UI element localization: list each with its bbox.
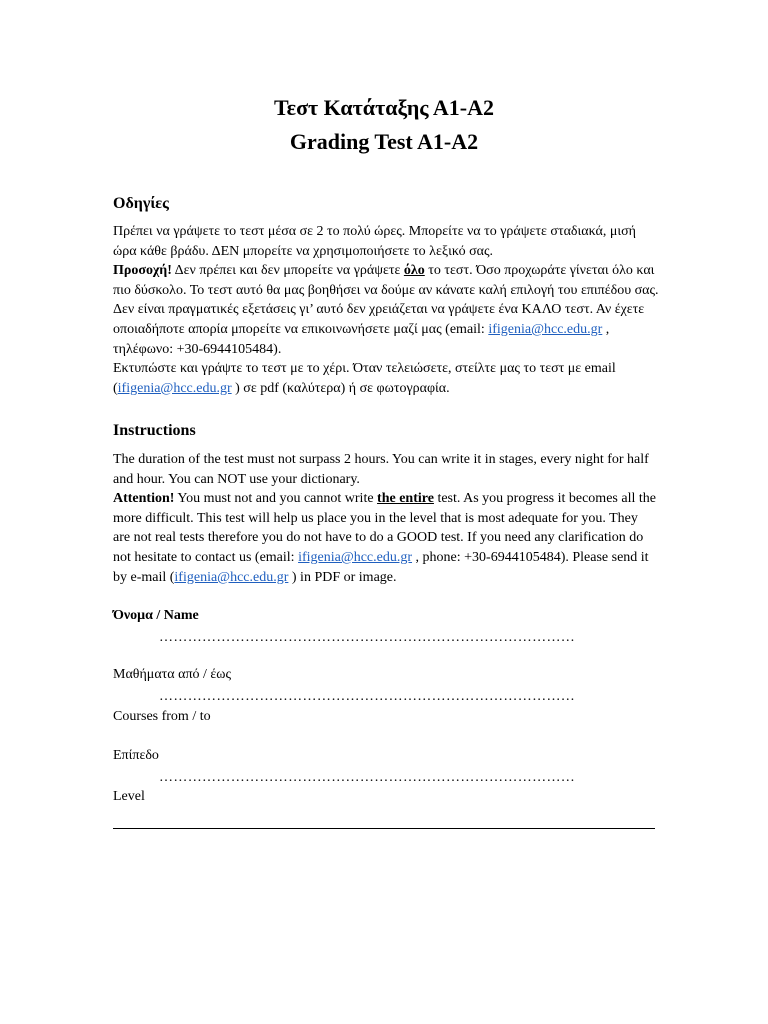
text-line: τηλέφωνο: +30-6944105484). (113, 341, 282, 357)
text-run: not hesitate to contact us (email: (113, 549, 299, 565)
level-field-label-greek: Επίπεδο (113, 748, 159, 763)
heading-greek-instructions: Οδηγίες (113, 195, 169, 212)
name-field-dotted-line[interactable]: …………………………………………………………………………… (159, 630, 576, 645)
text-line (113, 489, 673, 509)
level-field-dotted-line[interactable]: …………………………………………………………………………… (159, 770, 576, 785)
text-line: more difficult. This test will help us place you in the level that is most adequate for you. They (113, 510, 638, 526)
email-link[interactable]: ifigenia@hcc.edu.gr (298, 549, 413, 565)
text-run: You must not and you cannot write (174, 491, 378, 507)
text-run: test. As you progress it becomes all the (433, 491, 656, 507)
heading-english-instructions: Instructions (113, 422, 196, 439)
attention-label-english: Attention! (113, 491, 175, 507)
text-line: Δεν είναι πραγματικές εξετάσεις γι’ αυτό δεν χρειάζεται να γράψετε ένα ΚΑΛΟ τεστ. Αν έχετε (113, 302, 645, 318)
text-line: Πρέπει να γράψετε το τεστ μέσα σε 2 το πολύ ώρες. Μπορείτε να το γράψετε σταδιακά, μισή (113, 224, 637, 239)
text-run: , (602, 321, 610, 337)
text-line: The duration of the test must not surpass 2 hours. You can write it in stages, every night for half (113, 452, 649, 467)
text-run: Δεν πρέπει και δεν μπορείτε να γράψετε (171, 263, 404, 279)
text-line (113, 379, 673, 399)
email-link[interactable]: ifigenia@hcc.edu.gr (174, 569, 289, 585)
text-line: ώρα κάθε βράδυ. ΔΕΝ μπορείτε να χρησιμοποιήσετε το λεξικό σας. (113, 243, 494, 259)
text-run: ) σε pdf (καλύτερα) ή σε φωτογραφία. (231, 380, 450, 396)
emphasis-whole-greek: όλο (403, 263, 425, 279)
title-greek: Τεστ Κατάταξης Α1-Α2 (274, 95, 494, 120)
text-run: by e-mail ( (113, 569, 175, 585)
emphasis-entire-english: the entire (377, 491, 434, 507)
text-line (113, 320, 673, 340)
text-run: , phone: +30-6944105484). Please send it (412, 549, 649, 565)
text-line (113, 261, 673, 281)
text-line: Εκτυπώστε και γράψτε το τεστ με το χέρι. Όταν τελειώσετε, στείλτε μας το τεστ με email (113, 361, 616, 377)
divider-line (113, 828, 655, 829)
lessons-field-dotted-line[interactable]: …………………………………………………………………………… (159, 689, 576, 704)
text-line: πιο δύσκολο. Το τεστ αυτό θα μας βοηθήσει να δούμε αν κάνατε καλή επιλογή του επιπέδου σας. (113, 282, 659, 298)
text-line (113, 548, 673, 568)
text-line: and hour. You can NOT use your dictionary. (113, 471, 360, 487)
paragraph-english-instructions (113, 450, 673, 587)
text-run: το τεστ. Όσο προχωράτε γίνεται όλο και (424, 263, 655, 279)
lessons-field-label: Μαθήματα από / έως (113, 667, 232, 682)
courses-field-label: Courses from / to (113, 709, 211, 724)
level-field-label-english: Level (113, 789, 145, 804)
name-field-label: Όνομα / Name (113, 608, 199, 623)
text-line (113, 568, 673, 588)
text-run: οποιαδήποτε απορία μπορείτε να επικοινωνήσετε μαζί μας (email: (113, 321, 489, 337)
paragraph-greek-instructions (113, 222, 673, 398)
email-link[interactable]: ifigenia@hcc.edu.gr (488, 321, 603, 337)
email-link[interactable]: ifigenia@hcc.edu.gr (117, 380, 232, 396)
text-run: ) in PDF or image. (288, 569, 397, 585)
text-line: are not real tests therefore you do not have to do a GOOD test. If you need any clarification do (113, 530, 644, 546)
title-english: Grading Test A1-A2 (289, 129, 479, 154)
attention-label-greek: Προσοχή! (113, 263, 172, 279)
text-run: ( (113, 380, 118, 396)
